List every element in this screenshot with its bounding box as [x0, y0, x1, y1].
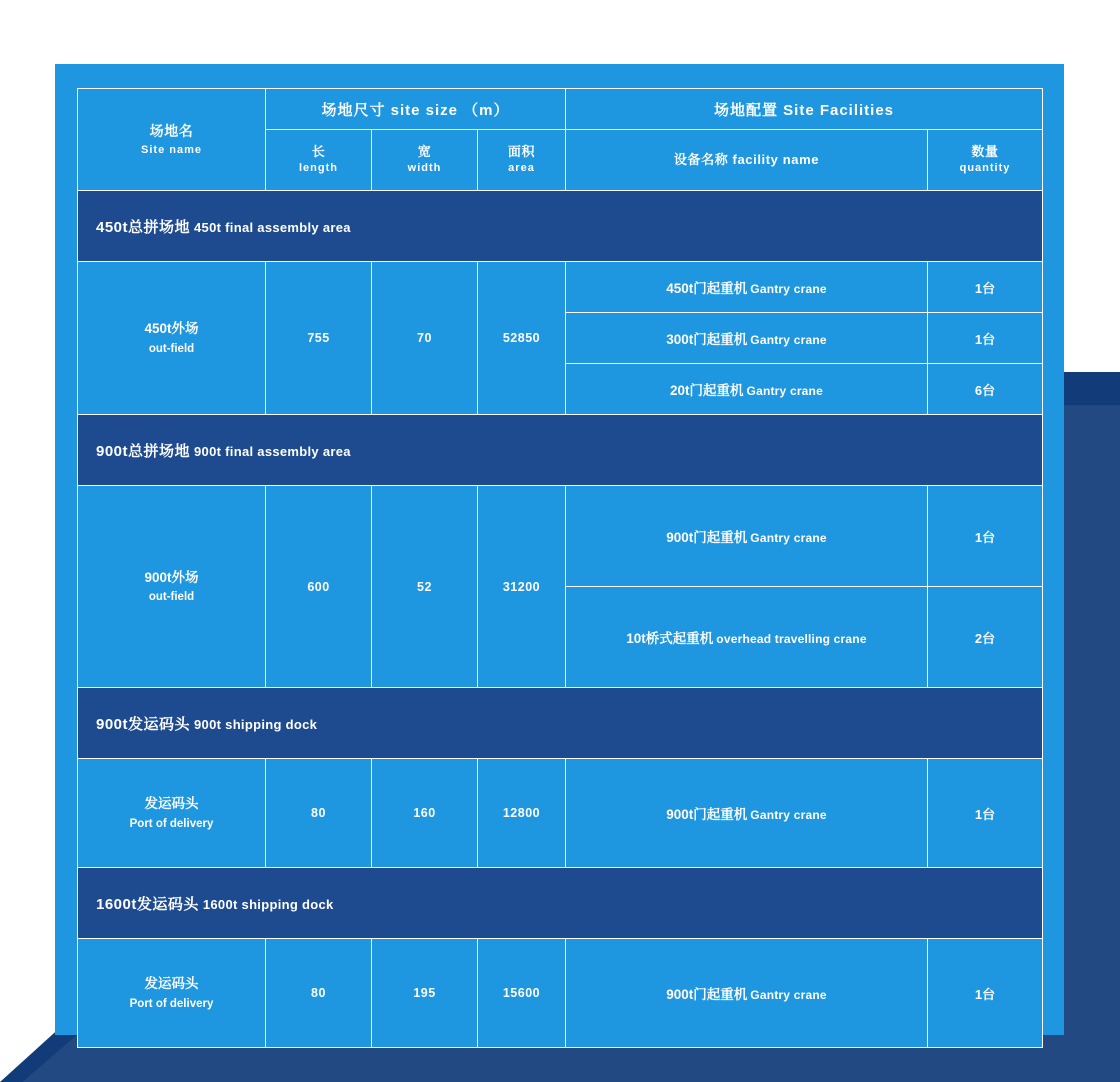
row-width: 195 — [372, 939, 478, 1048]
header-quantity-cn: 数量 — [971, 143, 999, 159]
row-facility-cn: 20t门起重机 — [670, 383, 744, 398]
row-facility — [566, 262, 928, 313]
row-facility — [566, 587, 928, 688]
row-quantity: 1台 — [928, 939, 1043, 1048]
section-band-en: 1600t shipping dock — [202, 896, 334, 912]
row-site-name-cn: 发运码头 — [144, 796, 199, 811]
section-band-cn: 450t总拼场地 — [96, 218, 191, 236]
table-row — [78, 759, 1043, 868]
site-facilities-panel — [55, 64, 1064, 1035]
row-width: 160 — [372, 759, 478, 868]
header-area-en: area — [508, 162, 535, 175]
section-band-cn: 900t总拼场地 — [96, 442, 191, 460]
row-width: 70 — [372, 262, 478, 415]
row-length: 600 — [266, 486, 372, 688]
header-width-en: width — [407, 162, 442, 175]
header-length-en: length — [299, 162, 338, 175]
row-facility-en: Gantry crane — [750, 333, 827, 347]
row-facility-en: Gantry crane — [746, 384, 823, 398]
row-quantity: 1台 — [928, 759, 1043, 868]
section-band — [78, 688, 1043, 759]
section-band-cell — [78, 868, 1043, 939]
row-site-name-cn: 900t外场 — [144, 569, 199, 585]
row-facility-cn: 300t门起重机 — [666, 332, 748, 347]
section-band-cell — [78, 191, 1043, 262]
row-facility-cn: 900t门起重机 — [666, 807, 748, 822]
row-site-name — [78, 262, 266, 415]
header-site-name — [78, 89, 266, 191]
table-row — [78, 486, 1043, 587]
row-site-name-en: Port of delivery — [129, 997, 214, 1010]
header-quantity-en: quantity — [959, 162, 1011, 175]
row-area: 31200 — [478, 486, 566, 688]
header-site-facilities-group: 场地配置 Site Facilities — [566, 89, 1043, 130]
row-facility-en: Gantry crane — [750, 808, 827, 822]
header-width-cn: 宽 — [417, 143, 432, 159]
section-band — [78, 191, 1043, 262]
header-length — [266, 130, 372, 191]
section-band-cn: 1600t发运码头 — [96, 895, 199, 913]
row-site-name — [78, 939, 266, 1048]
row-length: 755 — [266, 262, 372, 415]
header-quantity — [928, 130, 1043, 191]
header-length-cn: 长 — [311, 143, 326, 159]
row-length: 80 — [266, 759, 372, 868]
section-band-en: 450t final assembly area — [194, 219, 351, 235]
row-width: 52 — [372, 486, 478, 688]
row-site-name-cn: 发运码头 — [144, 976, 199, 991]
row-site-name — [78, 759, 266, 868]
header-width — [372, 130, 478, 191]
table-header-row-1 — [78, 89, 1043, 130]
row-site-name-en: out-field — [148, 342, 195, 355]
row-site-name — [78, 486, 266, 688]
table-row — [78, 939, 1043, 1048]
row-area: 52850 — [478, 262, 566, 415]
section-band-cell — [78, 688, 1043, 759]
row-site-name-cn: 450t外场 — [144, 321, 199, 336]
table-row — [78, 262, 1043, 313]
header-area-cn: 面积 — [507, 143, 536, 159]
header-site-name-en: Site name — [141, 143, 202, 156]
row-site-name-en: out-field — [148, 591, 195, 604]
row-facility — [566, 759, 928, 868]
section-band-en: 900t final assembly area — [194, 443, 351, 459]
row-facility-cn: 900t门起重机 — [666, 530, 748, 545]
section-band-cell — [78, 415, 1043, 486]
row-facility — [566, 364, 928, 415]
row-quantity: 6台 — [928, 364, 1043, 415]
row-quantity: 1台 — [928, 486, 1043, 587]
section-band — [78, 415, 1043, 486]
row-facility-en: Gantry crane — [750, 531, 827, 545]
site-facilities-table — [77, 88, 1043, 1048]
section-band-cn: 900t发运码头 — [96, 715, 191, 733]
header-site-size-group: 场地尺寸 site size （m） — [266, 89, 566, 130]
row-site-name-en: Port of delivery — [129, 817, 214, 830]
header-facility-name: 设备名称 facility name — [566, 130, 928, 191]
section-band-en: 900t shipping dock — [194, 716, 318, 732]
row-quantity: 2台 — [928, 587, 1043, 688]
header-site-name-cn: 场地名 — [149, 122, 194, 139]
row-facility — [566, 939, 928, 1048]
row-facility — [566, 313, 928, 364]
row-facility-cn: 10t桥式起重机 — [626, 631, 714, 646]
row-facility-en: Gantry crane — [750, 988, 827, 1002]
row-area: 12800 — [478, 759, 566, 868]
row-facility — [566, 486, 928, 587]
section-band — [78, 868, 1043, 939]
row-facility-cn: 450t门起重机 — [666, 281, 748, 296]
row-facility-en: Gantry crane — [750, 282, 827, 296]
row-facility-cn: 900t门起重机 — [666, 987, 748, 1002]
row-length: 80 — [266, 939, 372, 1048]
row-area: 15600 — [478, 939, 566, 1048]
header-area — [478, 130, 566, 191]
row-facility-en: overhead travelling crane — [716, 632, 867, 646]
row-quantity: 1台 — [928, 262, 1043, 313]
row-quantity: 1台 — [928, 313, 1043, 364]
